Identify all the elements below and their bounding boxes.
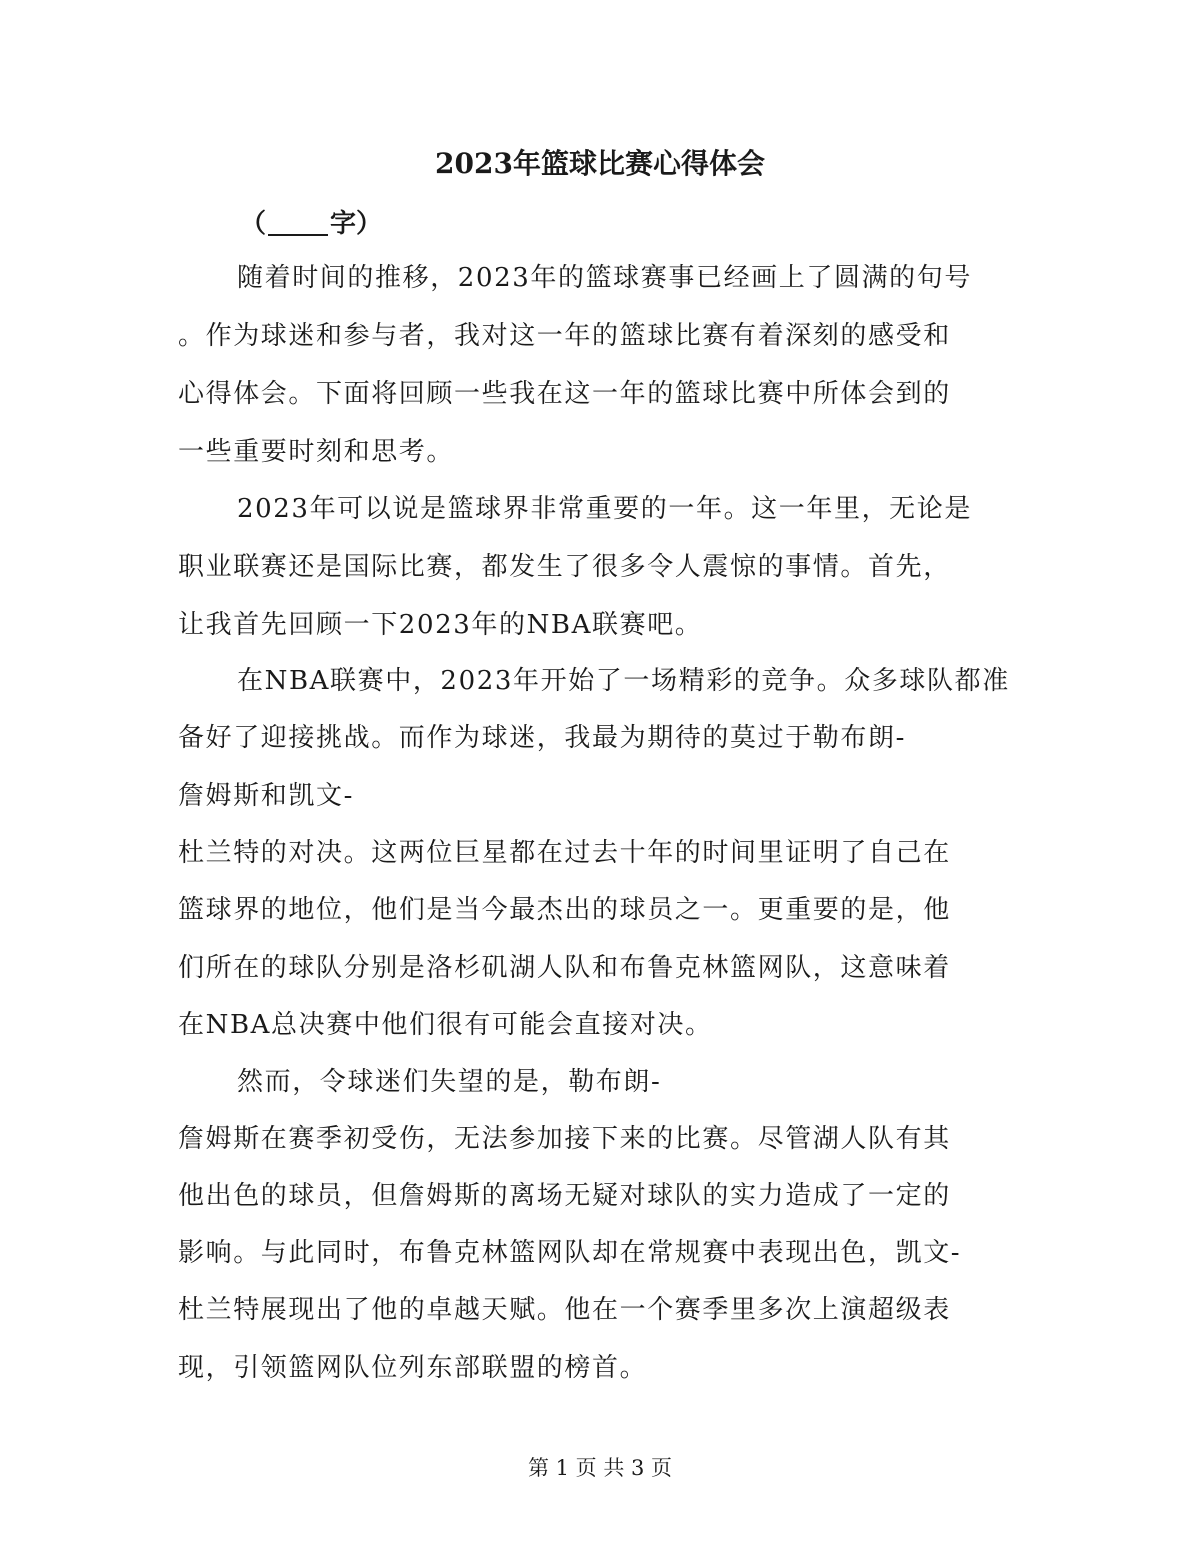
body-line: 们所在的球队分别是洛杉矶湖人队和布鲁克林篮网队，这意味着 [178,953,951,983]
word-count-line [240,200,382,248]
body-line: 。作为球迷和参与者，我对这一年的篮球比赛有着深刻的感受和 [178,321,951,351]
body-line: 2023年可以说是篮球界非常重要的一年。这一年里，无论是 [237,494,972,524]
body-line: 随着时间的推移，2023年的篮球赛事已经画上了圆满的句号 [237,263,972,293]
page-number: 第 1 页 共 3 页 [527,1456,673,1480]
body-line: 备好了迎接挑战。而作为球迷，我最为期待的莫过于勒布朗- [178,723,906,753]
body-line: 在NBA总决赛中他们很有可能会直接对决。 [178,1010,713,1040]
word-count-open: （ [240,209,267,239]
body-line: 篮球界的地位，他们是当今最杰出的球员之一。更重要的是，他 [178,895,951,925]
body-line: 他出色的球员，但詹姆斯的离场无疑对球队的实力造成了一定的 [178,1181,951,1211]
document-title: 2023年篮球比赛心得体会 [435,147,765,180]
body-line: 职业联赛还是国际比赛，都发生了很多令人震惊的事情。首先， [178,552,951,582]
body-line: 詹姆斯和凯文- [178,781,354,811]
word-count-blank [268,204,328,236]
body-line: 杜兰特展现出了他的卓越天赋。他在一个赛季里多次上演超级表 [178,1295,951,1325]
body-line: 现，引领篮网队位列东部联盟的榜首。 [178,1353,648,1383]
word-count-close: 字） [330,209,383,239]
body-line: 在NBA联赛中，2023年开始了一场精彩的竞争。众多球队都准 [237,666,1010,696]
body-line: 影响。与此同时，布鲁克林篮网队却在常规赛中表现出色，凯文- [178,1238,962,1268]
body-line: 杜兰特的对决。这两位巨星都在过去十年的时间里证明了自己在 [178,838,951,868]
body-line: 心得体会。下面将回顾一些我在这一年的篮球比赛中所体会到的 [178,379,951,409]
body-line: 一些重要时刻和思考。 [178,437,455,467]
body-line: 让我首先回顾一下2023年的NBA联赛吧。 [178,610,703,640]
body-line: 然而，令球迷们失望的是，勒布朗- [237,1067,662,1097]
body-line: 詹姆斯在赛季初受伤，无法参加接下来的比赛。尽管湖人队有其 [178,1124,951,1154]
